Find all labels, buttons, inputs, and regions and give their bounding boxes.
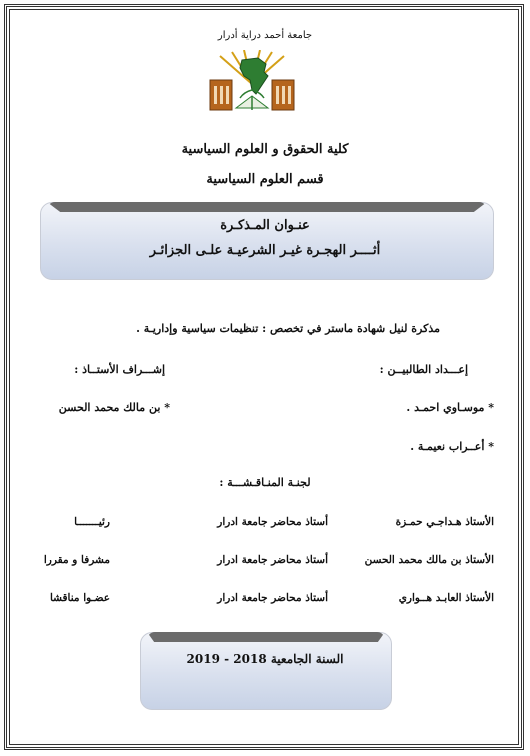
academic-year-box — [140, 632, 392, 710]
memo-label: عنـوان المـذكـرة — [220, 218, 310, 233]
committee-member-role: مشرفا و مقررا — [43, 554, 110, 566]
student-name: * موسـاوي احمـد . — [406, 401, 494, 414]
committee-member-rank: أستاذ محاضر جامعة ادرار — [217, 592, 328, 604]
degree-statement: مذكرة لنيل شهادة ماستر في تخصص : تنظيمات سياسية وإداريـة . — [136, 322, 440, 335]
department-name: قسم العلوم السياسية — [206, 172, 324, 187]
memo-title: أثــــر الهجـرة غيـر الشرعيـة علـى الجزائـر — [149, 243, 381, 258]
student-name: * أعــراب نعيمـة . — [410, 440, 494, 453]
university-name: جامعة أحمد دراية أدرار — [217, 30, 313, 41]
university-emblem-icon — [206, 50, 298, 112]
committee-member-rank: أستاذ محاضر جامعة ادرار — [217, 516, 328, 528]
committee-member-rank: أستاذ محاضر جامعة ادرار — [217, 554, 328, 566]
committee-member-name: الأستاذ بن مالك محمد الحسن — [364, 554, 494, 566]
supervisor-name: * بن مالك محمد الحسن — [58, 401, 170, 414]
faculty-name: كلية الحقوق و العلوم السياسية — [181, 142, 349, 157]
memo-title-box — [40, 202, 494, 280]
committee-member-role: عضـوا مناقشا — [49, 592, 110, 604]
committee-member-name: الأستاذ هـداجـي حمـزة — [395, 516, 494, 528]
students-label: إعـــداد الطالبيــن : — [379, 363, 468, 376]
committee-member-role: رئيـــــــا — [74, 516, 110, 528]
academic-year: السنة الجامعية 2018 - 2019 — [186, 652, 344, 666]
committee-label: لجنـة المنـاقـشـــة : — [219, 476, 311, 489]
supervisor-label: إشـــراف الأستــاذ : — [74, 363, 165, 376]
committee-member-name: الأستاذ العابـد هــواري — [398, 592, 494, 604]
